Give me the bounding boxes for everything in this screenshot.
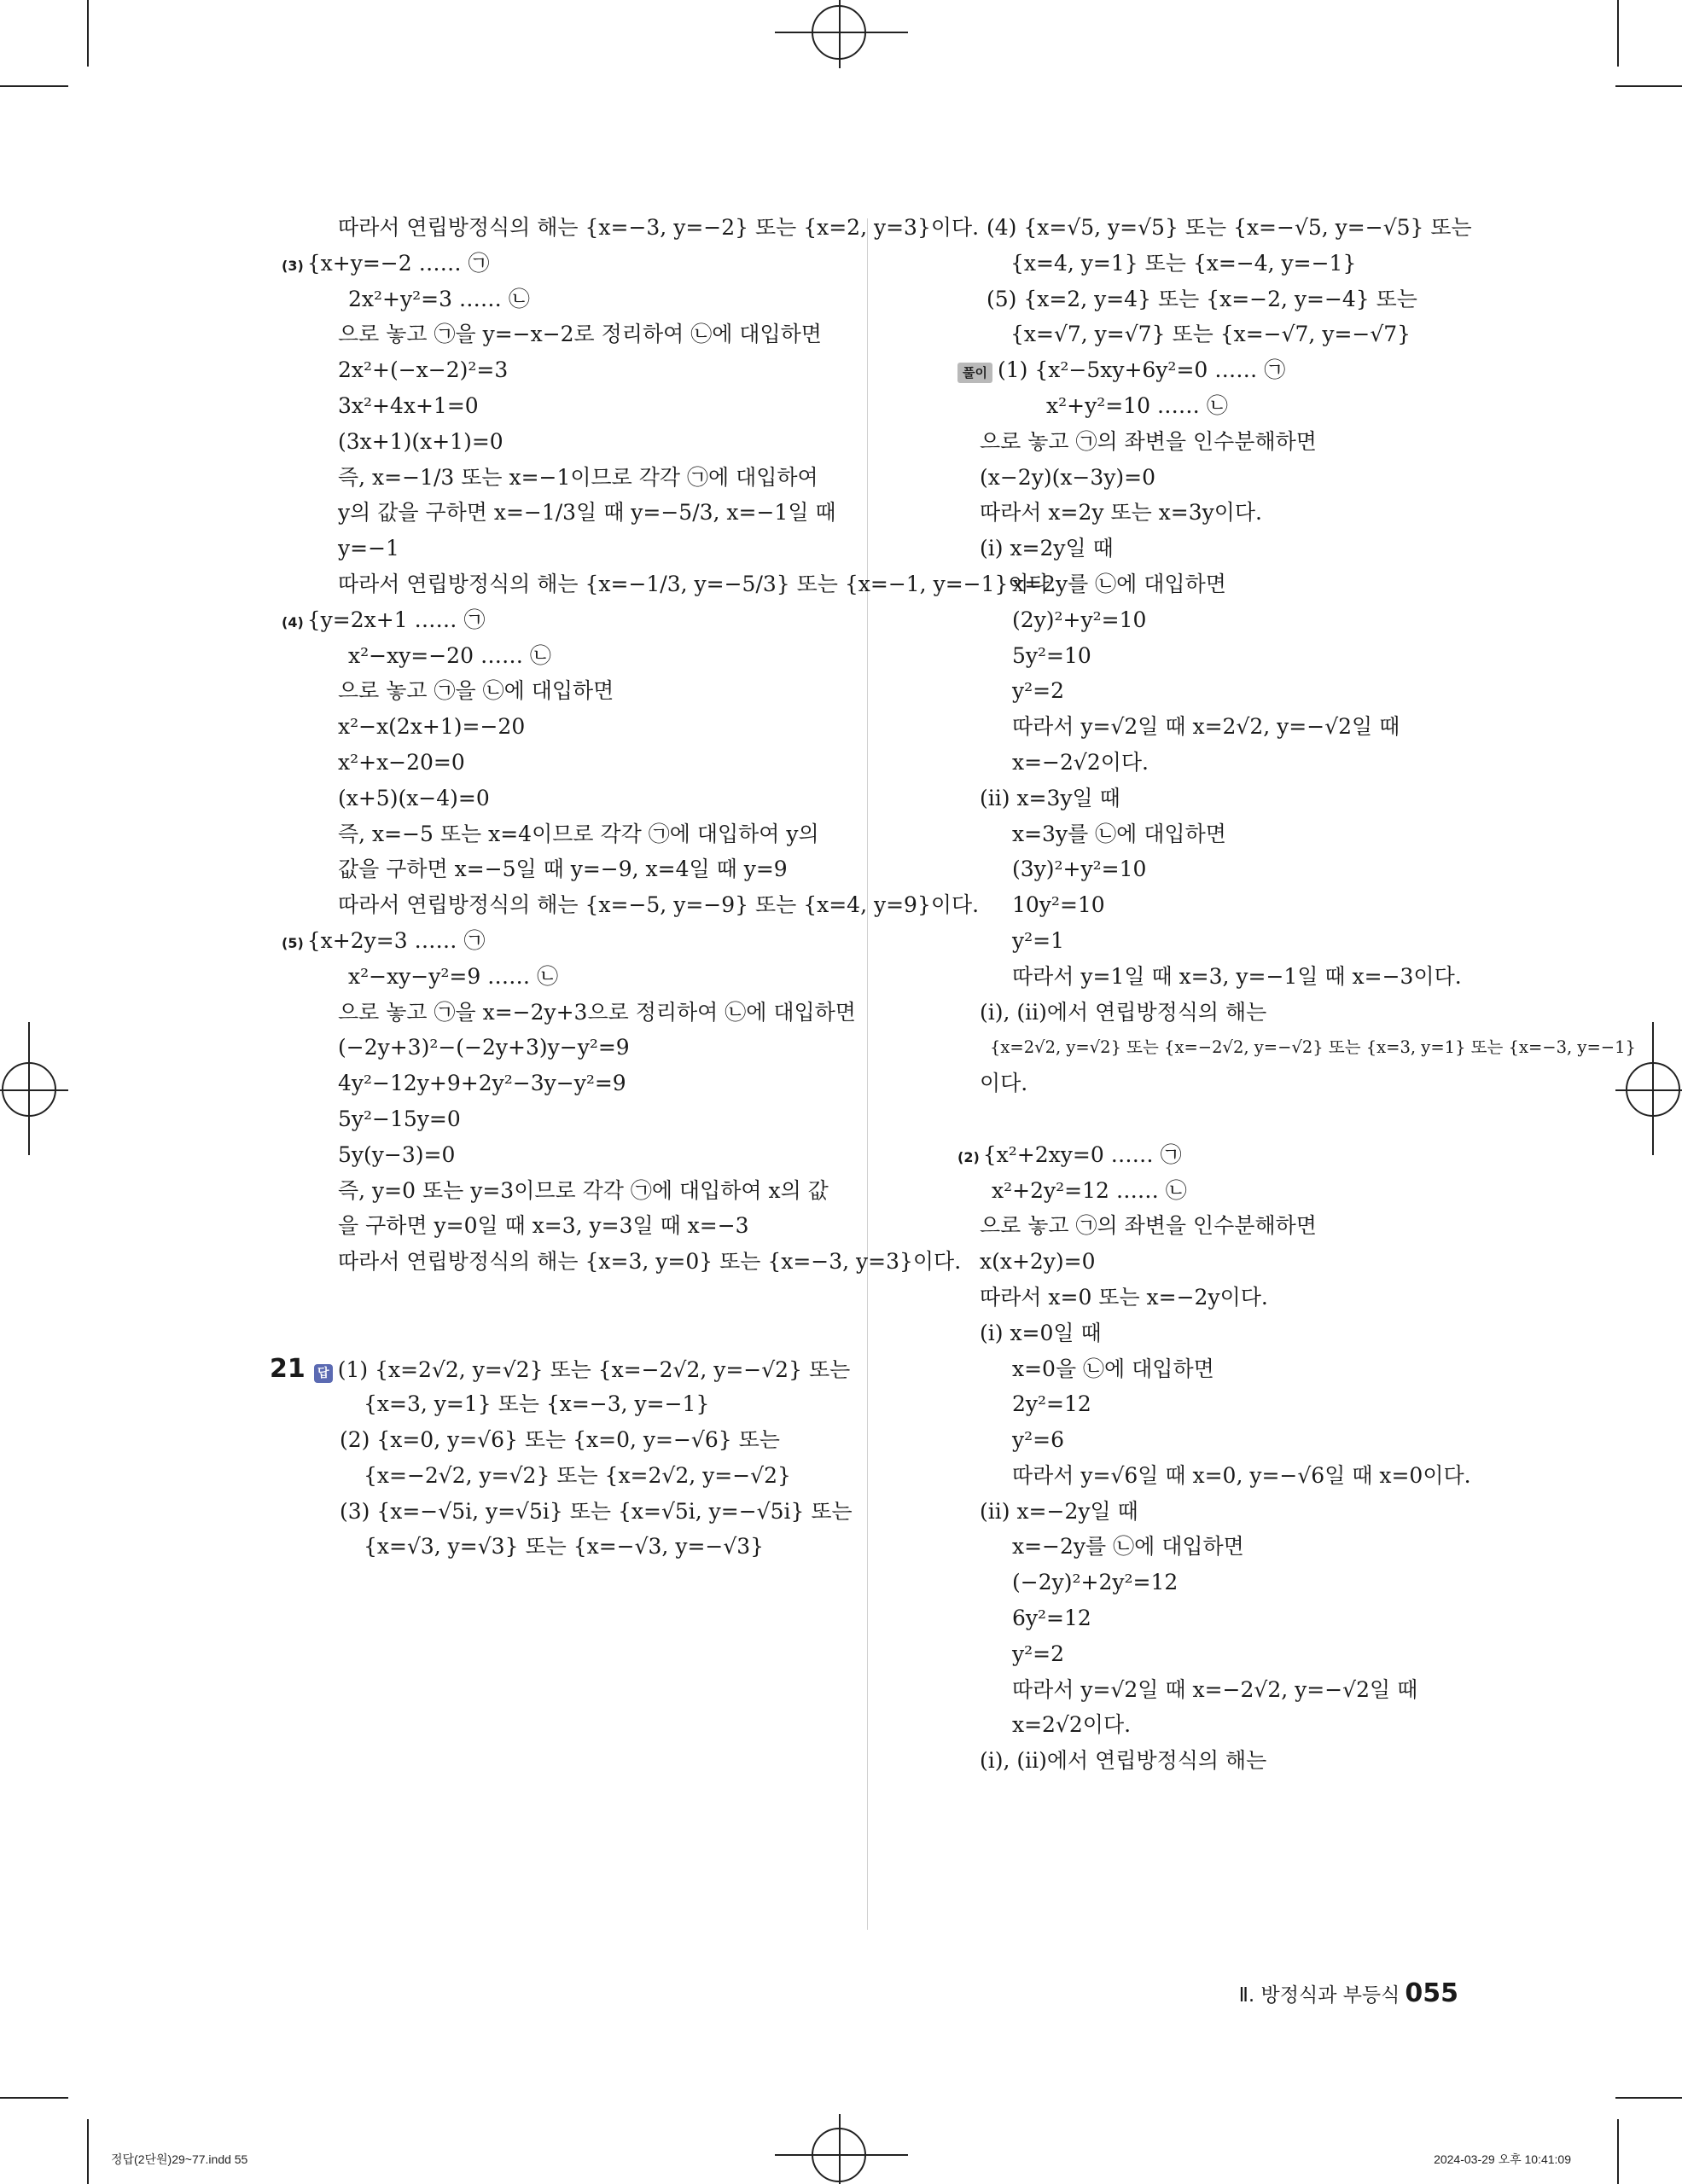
text-line: 으로 놓고 ㉠의 좌변을 인수분해하면 bbox=[980, 428, 1317, 454]
text-line bbox=[957, 1101, 1521, 1137]
text-line: (ⅱ) x=−2y일 때 bbox=[980, 1498, 1138, 1524]
text-line: x²+2y²=12 …… ㉡ bbox=[992, 1177, 1187, 1203]
registration-mark bbox=[839, 0, 841, 68]
problem-label: (5) bbox=[282, 934, 304, 951]
text-line: 5y²=10 bbox=[1012, 642, 1091, 668]
text-line: 즉, x=−5 또는 x=4이므로 각각 ㉠에 대입하여 y의 bbox=[338, 821, 819, 846]
text-line: x=−2y를 ㉡에 대입하면 bbox=[1012, 1534, 1244, 1560]
text-line bbox=[282, 923, 845, 959]
text-line: 2x²+y²=3 …… ㉡ bbox=[348, 286, 530, 311]
text-line: (4) {x=√5, y=√5} 또는 {x=−√5, y=−√5} 또는 bbox=[987, 215, 1472, 240]
text-line bbox=[957, 352, 1521, 388]
text-line: 5y(y−3)=0 bbox=[338, 1141, 456, 1167]
problem-number: 21 bbox=[270, 1353, 306, 1384]
text-line: 4y²−12y+9+2y²−3y−y²=9 bbox=[338, 1071, 626, 1096]
answer-badge: 답 bbox=[314, 1364, 333, 1383]
text-line: 10y²=10 bbox=[1012, 892, 1105, 918]
crop-mark bbox=[1615, 85, 1682, 87]
registration-mark bbox=[839, 2114, 841, 2184]
text-line: x²−xy−y²=9 …… ㉡ bbox=[348, 963, 559, 989]
file-slug: 정답(2단원)29~77.indd 55 bbox=[111, 2152, 248, 2166]
print-timestamp: 2024-03-29 오후 10:41:09 bbox=[1434, 2152, 1571, 2166]
text-line: (ⅰ), (ⅱ)에서 연립방정식의 해는 bbox=[980, 1748, 1267, 1774]
problem-label: (3) bbox=[282, 257, 304, 274]
text-line: {x=3, y=1} 또는 {x=−3, y=−1} bbox=[364, 1391, 710, 1417]
registration-mark bbox=[1615, 1089, 1682, 1091]
text-line: {x=4, y=1} 또는 {x=−4, y=−1} bbox=[1010, 250, 1357, 276]
text-line: (ⅰ) x=2y일 때 bbox=[980, 536, 1114, 561]
text-line: 따라서 y=1일 때 x=3, y=−1일 때 x=−3이다. bbox=[1012, 963, 1462, 989]
text-line: 으로 놓고 ㉠을 y=−x−2로 정리하여 ㉡에 대입하면 bbox=[338, 322, 822, 347]
text-line: x=2y를 ㉡에 대입하면 bbox=[1012, 571, 1226, 596]
text-line: 따라서 연립방정식의 해는 {x=−1/3, y=−5/3} 또는 {x=−1, y=−1}이다. bbox=[338, 571, 1056, 596]
text-line: x²+x−20=0 bbox=[338, 749, 465, 775]
text-line bbox=[957, 1137, 1521, 1173]
text-line: 3x²+4x+1=0 bbox=[338, 392, 479, 418]
text-line: 6y²=12 bbox=[1012, 1606, 1091, 1631]
text-line: {x=−2√2, y=√2} 또는 {x=2√2, y=−√2} bbox=[364, 1462, 791, 1488]
text-line: (3y)²+y²=10 bbox=[1012, 857, 1147, 882]
text-line: {x=2√2, y=√2} 또는 {x=−2√2, y=−√2} 또는 {x=3, y=1} 또는 {x=−3, y=−1} bbox=[990, 1037, 1636, 1058]
solution-tag: 풀이 bbox=[957, 363, 992, 383]
registration-mark bbox=[775, 32, 908, 33]
equation: {y=2x+1 …… ㉠ bbox=[306, 607, 486, 632]
text-line: 5y²−15y=0 bbox=[338, 1106, 461, 1131]
section-title: Ⅱ. 방정식과 부등식 bbox=[1238, 1984, 1400, 2007]
text-line: (2y)²+y²=10 bbox=[1012, 607, 1147, 632]
crop-mark bbox=[1615, 2097, 1682, 2099]
text-line: 2x²+(−x−2)²=3 bbox=[338, 357, 509, 383]
column-divider bbox=[867, 218, 868, 1930]
equation: {x+y=−2 …… ㉠ bbox=[306, 250, 490, 276]
text-line: (x+5)(x−4)=0 bbox=[338, 785, 490, 810]
text-line: 따라서 y=√6일 때 x=0, y=−√6일 때 x=0이다. bbox=[1012, 1462, 1471, 1488]
text-line: x²−xy=−20 …… ㉡ bbox=[348, 642, 551, 668]
text-line bbox=[282, 1316, 845, 1351]
text-line: 따라서 x=2y 또는 x=3y이다. bbox=[980, 500, 1262, 526]
text-line: 으로 놓고 ㉠을 ㉡에 대입하면 bbox=[338, 678, 614, 704]
equation: {x+2y=3 …… ㉠ bbox=[306, 927, 486, 953]
equation: {x²+2xy=0 …… ㉠ bbox=[982, 1141, 1182, 1167]
text-line: (ⅰ), (ⅱ)에서 연립방정식의 해는 bbox=[980, 999, 1267, 1025]
crop-mark bbox=[0, 85, 68, 87]
text-line: (ⅰ) x=0일 때 bbox=[980, 1320, 1102, 1345]
text-line: y²=2 bbox=[1012, 1641, 1064, 1666]
text-line: (3x+1)(x+1)=0 bbox=[338, 428, 503, 454]
text-line: {x=√7, y=√7} 또는 {x=−√7, y=−√7} bbox=[1010, 322, 1411, 347]
text-line: (3) {x=−√5i, y=√5i} 또는 {x=√5i, y=−√5i} 또는 bbox=[340, 1498, 853, 1524]
text-line: x²−x(2x+1)=−20 bbox=[338, 714, 526, 740]
text-line: (x−2y)(x−3y)=0 bbox=[980, 464, 1156, 490]
text-line: 즉, y=0 또는 y=3이므로 각각 ㉠에 대입하여 x의 값 bbox=[338, 1177, 829, 1203]
text-line: y의 값을 구하면 x=−1/3일 때 y=−5/3, x=−1일 때 bbox=[338, 500, 836, 526]
text-line: x=3y를 ㉡에 대입하면 bbox=[1012, 821, 1226, 846]
text-line: y²=1 bbox=[1012, 927, 1064, 953]
crop-mark bbox=[87, 2119, 89, 2184]
registration-mark bbox=[0, 1089, 68, 1091]
text-line: 따라서 연립방정식의 해는 {x=−3, y=−2} 또는 {x=2, y=3}이다. bbox=[338, 215, 980, 240]
text-line: {x=√3, y=√3} 또는 {x=−√3, y=−√3} bbox=[364, 1534, 765, 1560]
crop-mark bbox=[1617, 2119, 1619, 2184]
text-line: 따라서 y=√2일 때 x=2√2, y=−√2일 때 bbox=[1012, 714, 1400, 740]
text-line: (2) {x=0, y=√6} 또는 {x=0, y=−√6} 또는 bbox=[340, 1427, 780, 1453]
text-line: (5) {x=2, y=4} 또는 {x=−2, y=−4} 또는 bbox=[987, 286, 1417, 311]
answer-text: (1) {x=2√2, y=√2} 또는 {x=−2√2, y=−√2} 또는 bbox=[337, 1356, 851, 1382]
text-line: x=0을 ㉡에 대입하면 bbox=[1012, 1356, 1214, 1381]
page-footer bbox=[1239, 1978, 1458, 2008]
crop-mark bbox=[0, 2097, 68, 2099]
text-line: (ⅱ) x=3y일 때 bbox=[980, 785, 1120, 810]
registration-mark bbox=[775, 2154, 908, 2156]
text-line: 값을 구하면 x=−5일 때 y=−9, x=4일 때 y=9 bbox=[338, 857, 788, 882]
text-line bbox=[270, 1351, 851, 1387]
text-line: x(x+2y)=0 bbox=[980, 1249, 1096, 1275]
text-line: (−2y)²+2y²=12 bbox=[1012, 1570, 1179, 1595]
page-number: 055 bbox=[1405, 1978, 1458, 2008]
text-line: 즉, x=−1/3 또는 x=−1이므로 각각 ㉠에 대입하여 bbox=[338, 464, 818, 490]
text-line bbox=[282, 1280, 845, 1316]
text-line: 이다. bbox=[980, 1071, 1028, 1096]
text-line: 따라서 연립방정식의 해는 {x=−5, y=−9} 또는 {x=4, y=9}이다. bbox=[338, 892, 980, 918]
text-line: x=2√2이다. bbox=[1012, 1712, 1132, 1738]
text-line: 으로 놓고 ㉠의 좌변을 인수분해하면 bbox=[980, 1213, 1317, 1239]
right-column bbox=[957, 210, 1636, 1779]
text-line: 따라서 연립방정식의 해는 {x=3, y=0} 또는 {x=−3, y=3}이다. bbox=[338, 1249, 962, 1275]
problem-label: (4) bbox=[282, 613, 304, 630]
crop-mark bbox=[87, 0, 89, 67]
text-line bbox=[282, 602, 845, 638]
equation: (1) {x²−5xy+6y²=0 …… ㉠ bbox=[997, 357, 1286, 383]
text-line: y²=6 bbox=[1012, 1427, 1064, 1453]
registration-mark bbox=[1652, 1022, 1654, 1155]
text-line: x²+y²=10 …… ㉡ bbox=[1046, 392, 1228, 418]
problem-label: (2) bbox=[957, 1148, 980, 1165]
text-line: (−2y+3)²−(−2y+3)y−y²=9 bbox=[338, 1035, 630, 1060]
text-line: y=−1 bbox=[338, 536, 399, 561]
text-line: 2y²=12 bbox=[1012, 1391, 1091, 1417]
text-line bbox=[282, 246, 845, 282]
registration-mark bbox=[28, 1022, 30, 1155]
text-line: 으로 놓고 ㉠을 x=−2y+3으로 정리하여 ㉡에 대입하면 bbox=[338, 999, 856, 1025]
text-line: x=−2√2이다. bbox=[1012, 749, 1149, 775]
text-line: 을 구하면 y=0일 때 x=3, y=3일 때 x=−3 bbox=[338, 1213, 749, 1239]
text-line: y²=2 bbox=[1012, 678, 1064, 704]
text-line: 따라서 y=√2일 때 x=−2√2, y=−√2일 때 bbox=[1012, 1676, 1418, 1702]
text-line: 따라서 x=0 또는 x=−2y이다. bbox=[980, 1284, 1268, 1310]
crop-mark bbox=[1617, 0, 1619, 67]
